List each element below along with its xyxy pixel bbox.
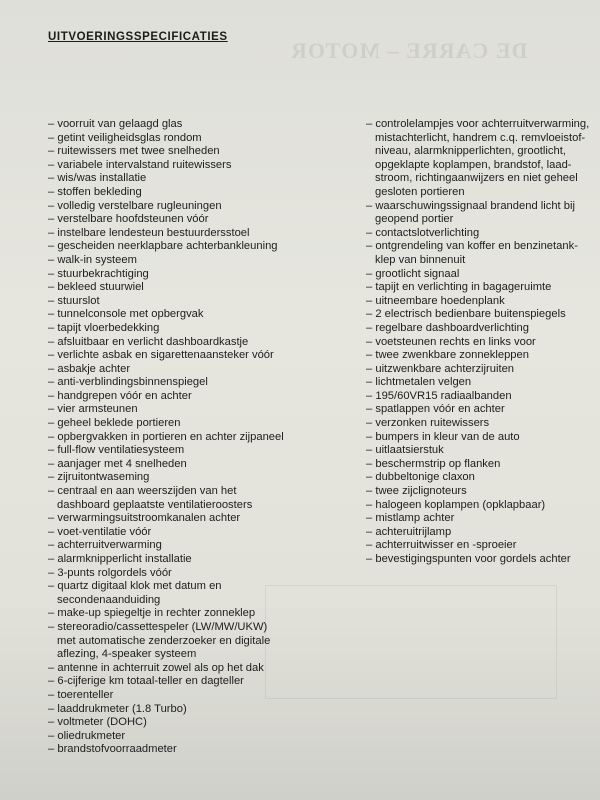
spec-item-text: full-flow ventilatiesysteem [57, 444, 185, 457]
spec-list-right [366, 118, 594, 567]
spec-item [48, 336, 338, 350]
spec-item [366, 118, 594, 200]
spec-item-text: verwarmingsuitstroomkanalen achter [57, 512, 241, 525]
spec-item-text: stereoradio/cassettespeler (LW/MW/UKW) [57, 620, 268, 633]
spec-item [366, 308, 594, 322]
spec-item-continuation: geopend portier [375, 213, 454, 226]
spec-item-continuation: mistachterlicht, handrem c.q. remvloeistof- [375, 131, 586, 144]
spec-item [48, 580, 338, 607]
spec-item-text: vier armsteunen [57, 403, 138, 416]
spec-item [48, 431, 338, 445]
spec-item-text: walk-in systeem [57, 253, 137, 266]
spec-item [48, 471, 338, 485]
spec-item [366, 363, 594, 377]
spec-item [366, 499, 594, 513]
spec-item [48, 200, 338, 214]
spec-item [48, 118, 338, 132]
spec-item-text: contactslotverlichting [375, 226, 480, 239]
spec-item-text: 2 electrisch bedienbare buitenspiegels [375, 308, 566, 321]
spec-item-text: beschermstrip op flanken [375, 457, 501, 470]
spec-item [366, 227, 594, 241]
spec-item [48, 132, 338, 146]
spec-item [366, 431, 594, 445]
spec-item-continuation: met automatische zenderzoeker en digitale [57, 634, 271, 647]
spec-item [366, 390, 594, 404]
spec-item-text: tunnelconsole met opbergvak [57, 308, 204, 321]
spec-item-text: getint veiligheidsglas rondom [57, 131, 202, 144]
spec-item-continuation: dashboard geplaatste ventilatieroosters [57, 498, 253, 511]
show-through-heading: DE CARRE – MOTOR [290, 38, 528, 63]
spec-item [366, 376, 594, 390]
spec-item-text: dubbeltonige claxon [375, 471, 475, 484]
spec-item-continuation: gesloten portieren [375, 185, 465, 198]
spec-item [48, 145, 338, 159]
spec-item-text: anti-verblindingsbinnenspiegel [57, 376, 208, 389]
spec-item [366, 349, 594, 363]
spec-item-text: zijruitontwaseming [57, 471, 150, 484]
spec-item [48, 159, 338, 173]
spec-item-text: voetsteunen rechts en links voor [375, 335, 536, 348]
spec-item [48, 268, 338, 282]
spec-item-text: halogeen koplampen (opklapbaar) [375, 498, 546, 511]
spec-item-text: uitlaatsierstuk [375, 444, 444, 457]
spec-item [366, 240, 594, 267]
spec-item [48, 172, 338, 186]
spec-item [48, 675, 338, 689]
spec-item-text: controlelampjes voor achterruitverwarming, [375, 118, 590, 130]
spec-item [48, 526, 338, 540]
spec-item-text: asbakje achter [57, 362, 131, 375]
spec-item-text: laaddrukmeter (1.8 Turbo) [57, 702, 187, 715]
spec-item [48, 322, 338, 336]
spec-item [48, 227, 338, 241]
spec-item-text: toerenteller [57, 688, 114, 701]
spec-item-text: twee zwenkbare zonnekleppen [375, 349, 529, 362]
spec-item [366, 200, 594, 227]
spec-item [366, 553, 594, 567]
spec-item-text: tapijt en verlichting in bagageruimte [375, 281, 552, 294]
spec-item-text: 195/60VR15 radiaalbanden [375, 389, 512, 402]
spec-item [48, 512, 338, 526]
spec-item-continuation: stroom, richtingaanwijzers en niet geheel [375, 172, 578, 185]
spec-item [48, 213, 338, 227]
spec-item [48, 689, 338, 703]
spec-item-continuation: klep van binnenuit [375, 253, 466, 266]
spec-item-text: variabele intervalstand ruitewissers [57, 158, 232, 171]
spec-item [48, 607, 338, 621]
spec-item [366, 295, 594, 309]
spec-item [48, 703, 338, 717]
spec-item [48, 363, 338, 377]
spec-item [48, 390, 338, 404]
spec-item-text: make-up spiegeltje in rechter zonneklep [57, 607, 256, 620]
spec-item [48, 485, 338, 512]
spec-item [366, 322, 594, 336]
spec-item-text: ruitewissers met twee snelheden [57, 145, 220, 158]
spec-item-text: voet-ventilatie vóór [57, 525, 152, 538]
spec-item-continuation: aflezing, 4-speaker systeem [57, 648, 197, 661]
spec-item [366, 458, 594, 472]
spec-item [366, 417, 594, 431]
spec-item-text: gescheiden neerklapbare achterbankleuning [57, 240, 278, 253]
spec-item-text: brandstofvoorraadmeter [57, 743, 177, 756]
spec-item [48, 254, 338, 268]
spec-item-text: grootlicht signaal [375, 267, 460, 280]
spec-item [48, 743, 338, 757]
spec-list-left [48, 118, 338, 757]
spec-item-text: quartz digitaal klok met datum en [57, 580, 222, 593]
spec-item-text: verlichte asbak en sigarettenaansteker vóór [57, 349, 274, 362]
spec-item-text: instelbare lendesteun bestuurdersstoel [57, 226, 250, 239]
spec-item-text: mistlamp achter [375, 512, 455, 525]
spec-item-text: tapijt vloerbedekking [57, 321, 160, 334]
spec-item [366, 281, 594, 295]
spec-item [366, 485, 594, 499]
spec-item [48, 539, 338, 553]
spec-item [48, 349, 338, 363]
spec-item-text: bumpers in kleur van de auto [375, 430, 520, 443]
spec-item-text: verstelbare hoofdsteunen vóór [57, 213, 209, 226]
spec-item-text: bevestigingspunten voor gordels achter [375, 553, 571, 565]
spec-item-continuation: opgeklapte koplampen, brandstof, laad- [375, 158, 572, 171]
spec-item [48, 716, 338, 730]
spec-item [366, 471, 594, 485]
spec-item [48, 621, 338, 662]
spec-item-text: achterruitverwarming [57, 539, 162, 552]
spec-item [48, 553, 338, 567]
spec-item-text: afsluitbaar en verlicht dashboardkastje [57, 335, 249, 348]
spec-item-text: stuurbekrachtiging [57, 267, 149, 280]
spec-item-text: regelbare dashboardverlichting [375, 321, 529, 334]
spec-item [48, 281, 338, 295]
spec-item [366, 268, 594, 282]
spec-item [48, 567, 338, 581]
spec-item-text: stuurslot [57, 294, 100, 307]
spec-item [366, 444, 594, 458]
spec-item-text: aanjager met 4 snelheden [57, 457, 187, 470]
spec-item-text: uitzwenkbare achterzijruiten [375, 362, 515, 375]
spec-item-text: volledig verstelbare rugleuningen [57, 199, 222, 212]
spec-item-text: opbergvakken in portieren en achter zijpaneel [57, 430, 284, 443]
spec-item [48, 240, 338, 254]
spec-item-text: handgrepen vóór en achter [57, 389, 192, 402]
spec-item-text: achteruitrijlamp [375, 525, 452, 538]
spec-item-text: centraal en aan weerszijden van het [57, 485, 237, 498]
spec-item-text: 3-punts rolgordels vóór [57, 566, 172, 579]
spec-item [366, 336, 594, 350]
spec-item [48, 444, 338, 458]
spec-item-text: ontgrendeling van koffer en benzinetank- [375, 240, 578, 253]
spec-item-continuation: niveau, alarmknipperlichten, grootlicht, [375, 145, 566, 158]
spec-item-text: twee zijclignoteurs [375, 485, 467, 498]
spec-item-text: stoffen bekleding [57, 185, 142, 198]
spec-item [366, 539, 594, 553]
spec-item-text: lichtmetalen velgen [375, 376, 472, 389]
spec-item [366, 512, 594, 526]
spec-item-text: spatlappen vóór en achter [375, 403, 505, 416]
spec-item [48, 458, 338, 472]
spec-item-text: voltmeter (DOHC) [57, 716, 147, 729]
spec-item-text: geheel beklede portieren [57, 417, 181, 430]
spec-item [48, 662, 338, 676]
spec-item-continuation: secondenaanduiding [57, 593, 161, 606]
spec-item-text: verzonken ruitewissers [375, 417, 490, 430]
spec-item-text: alarmknipperlicht installatie [57, 553, 192, 565]
spec-item-text: 6-cijferige km totaal-teller en dagteller [57, 675, 244, 688]
spec-item-text: voorruit van gelaagd glas [57, 118, 183, 130]
spec-item [48, 308, 338, 322]
spec-item-text: antenne in achterruit zowel als op het dak [57, 661, 264, 674]
spec-item-text: achterruitwisser en -sproeier [375, 539, 517, 552]
page-title: UITVOERINGSSPECIFICATIES [48, 31, 228, 43]
spec-item-text: uitneembare hoedenplank [375, 294, 505, 307]
spec-item [48, 403, 338, 417]
spec-item [48, 417, 338, 431]
spec-item-text: wis/was installatie [57, 172, 147, 185]
spec-item [48, 376, 338, 390]
spec-item [366, 403, 594, 417]
spec-item-text: bekleed stuurwiel [57, 281, 144, 294]
spec-item-text: waarschuwingssignaal brandend licht bij [375, 199, 575, 212]
spec-item-text: oliedrukmeter [57, 729, 126, 742]
spec-item [366, 526, 594, 540]
spec-item [48, 295, 338, 309]
spec-item [48, 730, 338, 744]
spec-item [48, 186, 338, 200]
